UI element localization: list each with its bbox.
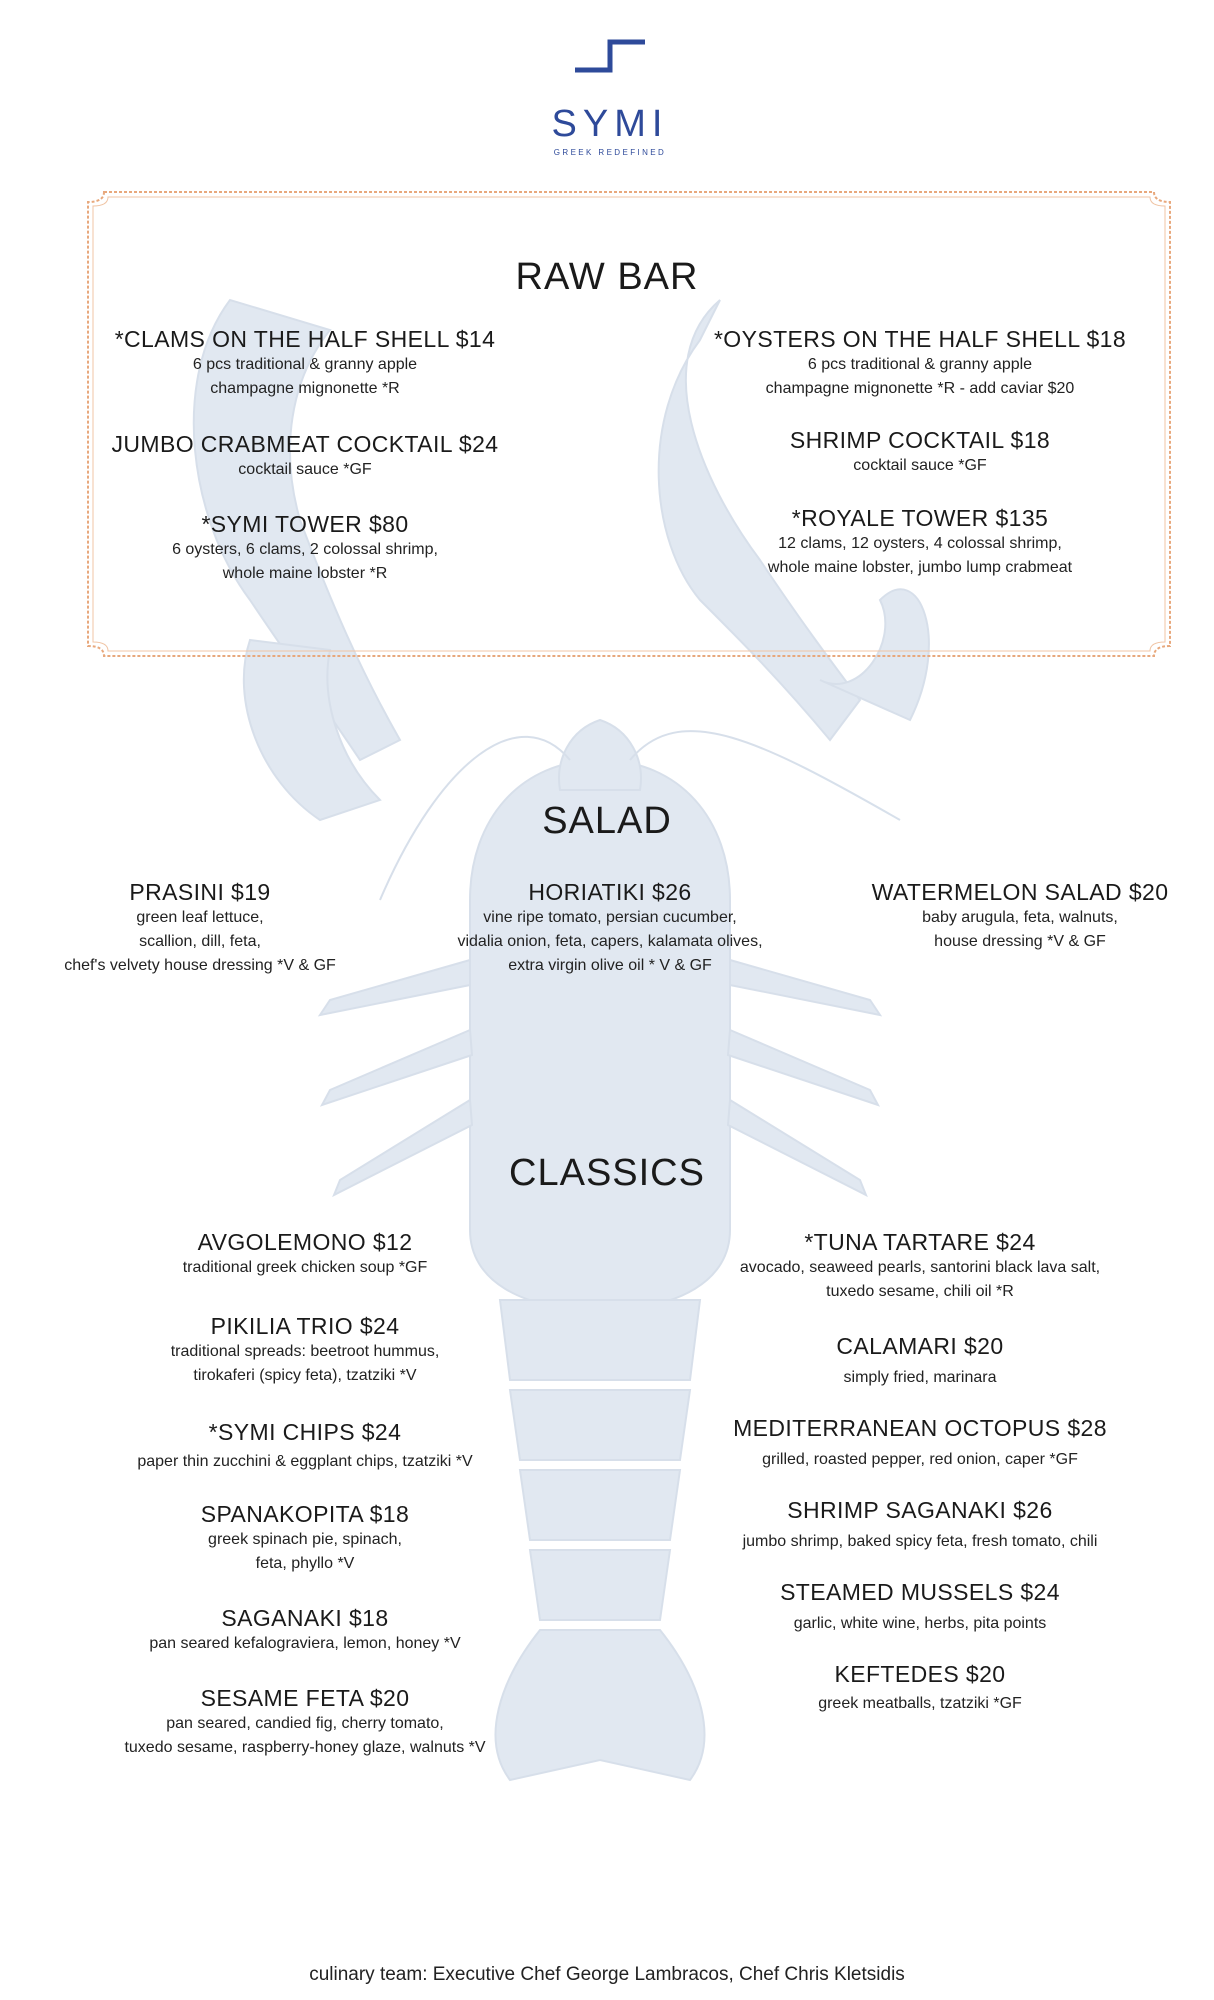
- item-description: grilled, roasted pepper, red onion, caper *GF: [762, 1451, 1078, 1468]
- item-description: traditional greek chicken soup *GF: [182, 1259, 428, 1276]
- stair-step-mark-icon: [575, 34, 645, 74]
- menu-item: [60, 430, 550, 482]
- culinary-team-credit: culinary team: Executive Chef George Lambracos, Chef Chris Kletsidis: [309, 1964, 905, 1985]
- item-title: PIKILIA TRIO $24: [210, 1313, 400, 1339]
- item-description: scallion, dill, feta,: [139, 933, 261, 950]
- item-title: *OYSTERS ON THE HALF SHELL $18: [713, 326, 1127, 352]
- item-description: greek meatballs, tzatziki *GF: [818, 1695, 1022, 1712]
- item-title: SESAME FETA $20: [200, 1685, 410, 1711]
- item-title: SAGANAKI $18: [221, 1605, 389, 1631]
- item-description: traditional spreads: beetroot hummus,: [170, 1343, 440, 1360]
- menu-item: [60, 1312, 550, 1388]
- menu-item: [660, 1332, 1180, 1390]
- item-description: tuxedo sesame, raspberry-honey glaze, walnuts *V: [124, 1739, 486, 1756]
- item-description: jumbo shrimp, baked spicy feta, fresh tomato, chili: [742, 1533, 1098, 1550]
- item-title: HORIATIKI $26: [528, 879, 692, 905]
- item-title: *SYMI CHIPS $24: [208, 1419, 402, 1445]
- classics-heading: CLASSICS: [509, 1152, 705, 1194]
- item-description: avocado, seaweed pearls, santorini black lava salt,: [739, 1259, 1101, 1276]
- brand-tagline: GREEK REDEFINED: [553, 148, 667, 157]
- item-description: whole maine lobster *R: [222, 565, 388, 582]
- item-description: 6 pcs traditional & granny apple: [807, 356, 1033, 373]
- item-description: extra virgin olive oil * V & GF: [508, 957, 712, 974]
- item-title: AVGOLEMONO $12: [197, 1229, 413, 1255]
- menu-item: [60, 1228, 550, 1280]
- item-title: SHRIMP COCKTAIL $18: [789, 427, 1051, 453]
- menu-item: [60, 325, 550, 401]
- item-title: WATERMELON SALAD $20: [871, 879, 1169, 905]
- item-title: *SYMI TOWER $80: [201, 511, 409, 537]
- item-description: pan seared, candied fig, cherry tomato,: [166, 1715, 444, 1732]
- menu-item: [660, 426, 1180, 478]
- brand-name: SYMI: [551, 103, 669, 145]
- item-description: whole maine lobster, jumbo lump crabmeat: [767, 559, 1073, 576]
- item-title: *CLAMS ON THE HALF SHELL $14: [114, 326, 496, 352]
- item-description: paper thin zucchini & eggplant chips, tzatziki *V: [137, 1453, 473, 1470]
- menu-item: [60, 1604, 550, 1656]
- item-title: SHRIMP SAGANAKI $26: [787, 1497, 1053, 1523]
- menu-item: [420, 878, 800, 978]
- menu-item: [60, 1684, 550, 1760]
- menu-item: [660, 1578, 1180, 1636]
- menu-item: [660, 1228, 1180, 1304]
- item-title: *ROYALE TOWER $135: [791, 505, 1049, 531]
- menu-item: [60, 510, 550, 586]
- item-description: house dressing *V & GF: [934, 933, 1106, 950]
- item-description: green leaf lettuce,: [136, 909, 264, 926]
- menu-item: [660, 1660, 1180, 1716]
- item-description: garlic, white wine, herbs, pita points: [793, 1615, 1047, 1632]
- item-description: 6 oysters, 6 clams, 2 colossal shrimp,: [172, 541, 438, 558]
- menu-item: [660, 504, 1180, 580]
- item-description: 12 clams, 12 oysters, 4 colossal shrimp,: [778, 535, 1062, 552]
- item-description: tirokaferi (spicy feta), tzatziki *V: [193, 1367, 417, 1384]
- menu-item: [840, 878, 1200, 954]
- item-title: STEAMED MUSSELS $24: [780, 1579, 1060, 1605]
- item-description: 6 pcs traditional & granny apple: [192, 356, 418, 373]
- item-description: cocktail sauce *GF: [853, 457, 987, 474]
- item-title: JUMBO CRABMEAT COCKTAIL $24: [111, 431, 499, 457]
- item-title: KEFTEDES $20: [834, 1661, 1006, 1687]
- item-title: MEDITERRANEAN OCTOPUS $28: [733, 1415, 1107, 1441]
- symi-logo: [540, 34, 680, 174]
- item-description: feta, phyllo *V: [255, 1555, 355, 1572]
- item-description: simply fried, marinara: [843, 1369, 997, 1386]
- item-title: *TUNA TARTARE $24: [804, 1229, 1036, 1255]
- raw-bar-heading: RAW BAR: [515, 256, 699, 298]
- menu-item: [20, 878, 380, 978]
- item-description: vidalia onion, feta, capers, kalamata olives,: [457, 933, 763, 950]
- item-description: pan seared kefalograviera, lemon, honey *V: [149, 1635, 461, 1652]
- item-title: PRASINI $19: [129, 879, 271, 905]
- item-description: vine ripe tomato, persian cucumber,: [483, 909, 737, 926]
- menu-item: [660, 325, 1180, 401]
- salad-heading: SALAD: [542, 800, 672, 842]
- item-description: cocktail sauce *GF: [238, 461, 372, 478]
- item-description: chef's velvety house dressing *V & GF: [64, 957, 336, 974]
- menu-item: [660, 1496, 1180, 1554]
- item-description: greek spinach pie, spinach,: [208, 1531, 402, 1548]
- item-description: tuxedo sesame, chili oil *R: [826, 1283, 1014, 1300]
- item-description: champagne mignonette *R: [210, 380, 400, 397]
- item-title: CALAMARI $20: [836, 1333, 1004, 1359]
- item-description: baby arugula, feta, walnuts,: [922, 909, 1118, 926]
- menu-item: [60, 1418, 550, 1474]
- item-title: SPANAKOPITA $18: [200, 1501, 410, 1527]
- menu-item: [660, 1414, 1180, 1472]
- item-description: champagne mignonette *R - add caviar $20: [765, 380, 1075, 397]
- menu-item: [60, 1500, 550, 1576]
